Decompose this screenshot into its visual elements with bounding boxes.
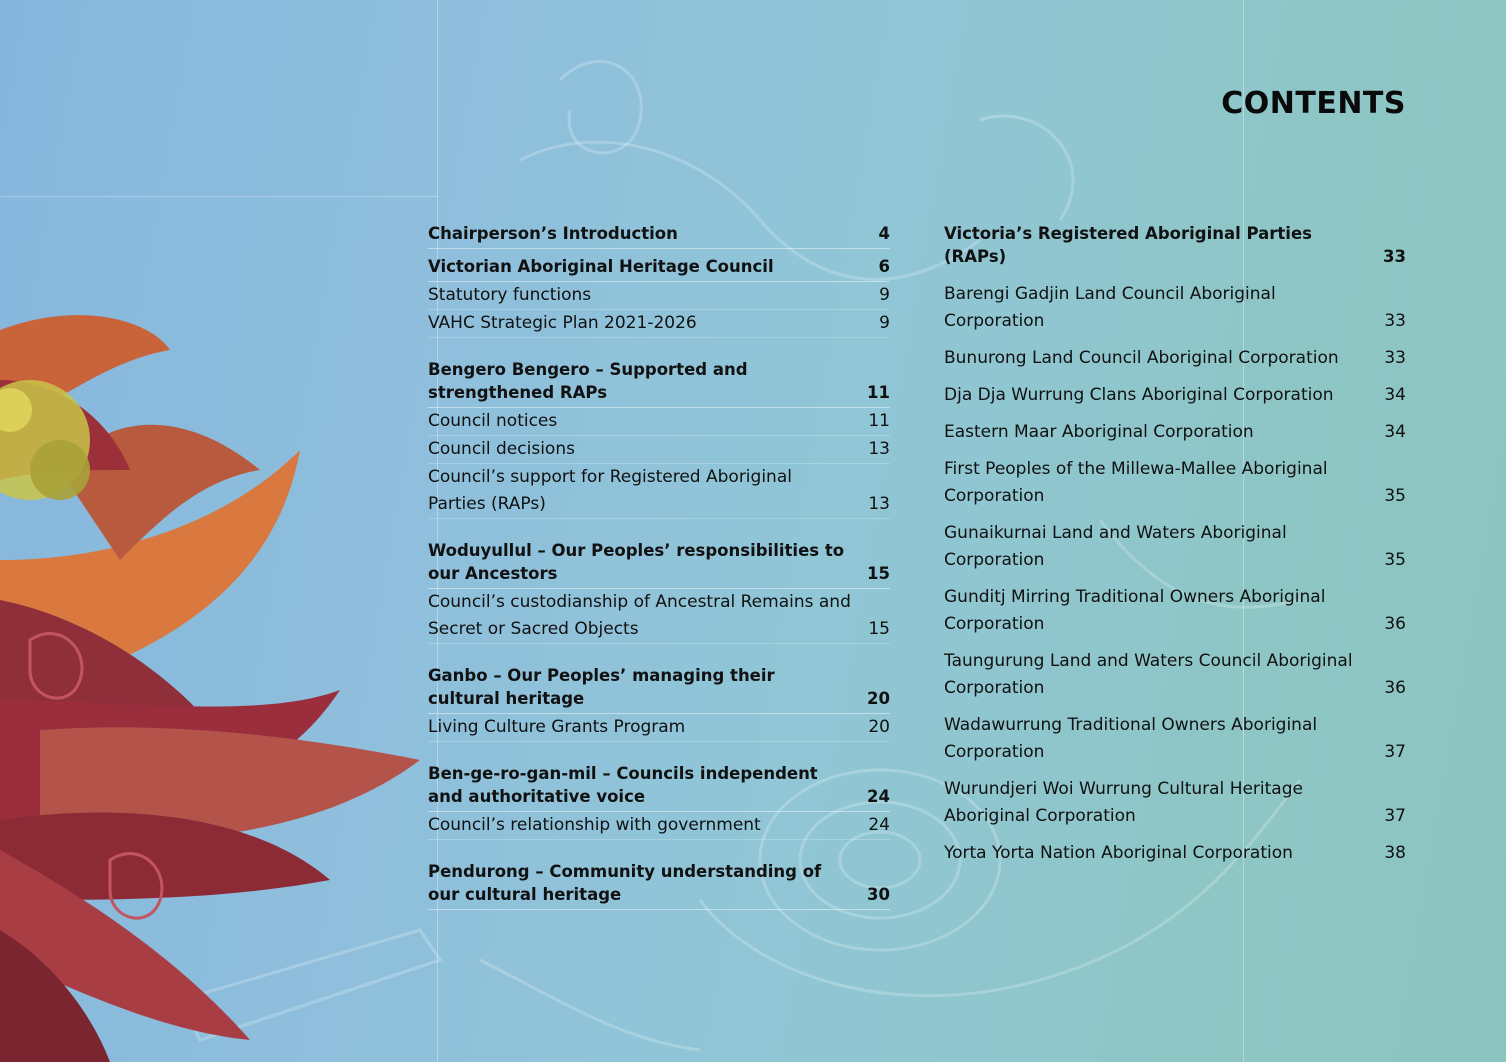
toc-entry-title: Wurundjeri Woi Wurrung Cultural Heritage Aboriginal Corporation [944,779,1303,826]
toc-page-number: 15 [868,619,890,639]
section-spacer [428,840,890,854]
toc-page-number: 20 [868,717,890,737]
toc-entry-title: Dja Dja Wurrung Clans Aboriginal Corporation [944,385,1334,405]
section-spacer [428,519,890,533]
toc-page-number: 35 [1384,486,1406,506]
toc-entry-title: Eastern Maar Aboriginal Corporation [944,422,1254,442]
toc-page-number: 36 [1384,614,1406,634]
toc-page-number: 34 [1384,422,1406,442]
toc-page-number: 11 [867,383,890,402]
toc-page-number: 36 [1384,678,1406,698]
toc-page-number: 38 [1384,843,1406,863]
toc-section-heading[interactable] [428,860,890,910]
toc-entry-title: Chairperson’s Introduction [428,224,678,243]
toc-entry[interactable] [944,382,1406,409]
toc-entry[interactable] [944,584,1406,638]
toc-entry[interactable] [428,714,890,742]
waratah-flower [0,315,420,1062]
toc-entry[interactable] [428,282,890,310]
section-spacer [428,742,890,756]
contents-list-left [428,222,890,910]
toc-section-heading[interactable] [428,539,890,589]
toc-entry-title: Council notices [428,411,558,431]
toc-section-heading[interactable] [944,222,1406,271]
toc-page-number: 33 [1384,311,1406,331]
toc-entry[interactable] [944,648,1406,702]
toc-entry[interactable] [428,310,890,338]
toc-entry-title: Victorian Aboriginal Heritage Council [428,257,774,276]
toc-page-number: 35 [1384,550,1406,570]
toc-page-number: 30 [867,885,890,904]
toc-page-number: 24 [867,787,890,806]
toc-page-number: 4 [878,224,890,243]
toc-page-number: 11 [868,411,890,431]
toc-entry-title: Gunditj Mirring Traditional Owners Aboriginal Corporation [944,587,1326,634]
toc-page-number: 37 [1384,806,1406,826]
toc-entry-title: First Peoples of the Millewa-Mallee Aboriginal Corporation [944,459,1328,506]
page-title: CONTENTS [1221,86,1406,121]
toc-entry-title: Ganbo – Our Peoples’ managing their cultural heritage [428,666,775,708]
toc-entry-title: Statutory functions [428,285,592,305]
toc-section-heading[interactable] [428,664,890,714]
toc-page-number: 37 [1384,742,1406,762]
toc-entry[interactable] [428,812,890,840]
toc-page-number: 33 [1383,247,1406,266]
toc-entry[interactable] [944,419,1406,446]
toc-entry-title: Council’s relationship with government [428,815,761,835]
toc-page-number: 9 [879,313,890,333]
section-spacer [428,644,890,658]
toc-entry-title: Living Culture Grants Program [428,717,686,737]
toc-entry-title: Barengi Gadjin Land Council Aboriginal Corporation [944,284,1276,331]
toc-entry[interactable] [428,464,890,519]
toc-entry[interactable] [944,712,1406,766]
toc-entry[interactable] [944,456,1406,510]
toc-entry[interactable] [428,436,890,464]
toc-page-number: 13 [868,439,890,459]
toc-entry[interactable] [944,281,1406,335]
contents-list-right [944,222,1406,877]
toc-entry-title: Woduyullul – Our Peoples’ responsibilities to our Ancestors [428,541,845,583]
toc-entry-title: Council’s custodianship of Ancestral Remains and Secret or Sacred Objects [428,592,851,639]
toc-section-heading[interactable] [428,222,890,249]
toc-entry-title: Ben-ge-ro-gan-mil – Councils independent and authoritative voice [428,764,818,806]
toc-section-heading[interactable] [428,255,890,282]
toc-entry[interactable] [944,345,1406,372]
toc-entry[interactable] [428,408,890,436]
toc-entry[interactable] [944,520,1406,574]
toc-entry-title: Council decisions [428,439,575,459]
toc-entry-title: Council’s support for Registered Aboriginal Parties (RAPs) [428,467,792,514]
toc-entry-title: Taungurung Land and Waters Council Aboriginal Corporation [944,651,1353,698]
toc-entry-title: Wadawurrung Traditional Owners Aboriginal Corporation [944,715,1318,762]
toc-entry-title: Bunurong Land Council Aboriginal Corporation [944,348,1339,368]
toc-page-number: 13 [868,494,890,514]
toc-page-number: 24 [868,815,890,835]
toc-page-number: 9 [879,285,890,305]
toc-section-heading[interactable] [428,358,890,408]
toc-entry-title: Victoria’s Registered Aboriginal Parties (RAPs) [944,224,1312,266]
section-spacer [428,338,890,352]
toc-page-number: 34 [1384,385,1406,405]
toc-entry-title: Pendurong – Community understanding of our cultural heritage [428,862,822,904]
toc-entry[interactable] [944,840,1406,867]
toc-entry-title: Gunaikurnai Land and Waters Aboriginal Corporation [944,523,1287,570]
toc-entry-title: VAHC Strategic Plan 2021-2026 [428,313,697,333]
toc-entry[interactable] [428,589,890,644]
toc-entry-title: Yorta Yorta Nation Aboriginal Corporation [944,843,1293,863]
toc-entry-title: Bengero Bengero – Supported and strengthened RAPs [428,360,748,402]
toc-page-number: 33 [1384,348,1406,368]
toc-entry[interactable] [944,776,1406,830]
toc-section-heading[interactable] [428,762,890,812]
toc-page-number: 6 [878,257,890,276]
toc-page-number: 20 [867,689,890,708]
toc-page-number: 15 [867,564,890,583]
